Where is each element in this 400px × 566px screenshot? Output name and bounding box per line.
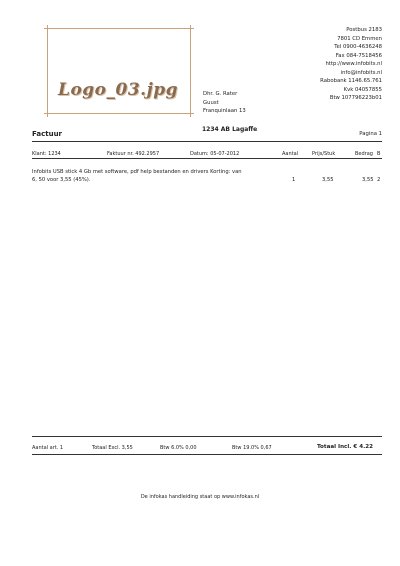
addressee	[203, 90, 246, 116]
logo-border-top	[44, 28, 194, 29]
addressee-line2: Guust	[203, 99, 219, 106]
item-amount: 3,55	[362, 177, 374, 183]
footer-note: De infokas handleiding staat op www.infokas.nl	[140, 494, 260, 500]
btw-19: Btw 19.0% 0,67	[232, 445, 272, 451]
column-header-bedrag: Bedrag	[355, 151, 373, 157]
addressee-city: 1234 AB Lagaffe	[202, 126, 258, 133]
btw-6: Btw 6.0% 0,00	[160, 445, 197, 451]
company-email: info@infobits.nl	[340, 69, 382, 76]
logo-border-left	[47, 25, 48, 117]
column-header-prijs: Prijs/Stuk	[312, 151, 336, 157]
company-website: http://www.infobits.nl	[325, 61, 382, 67]
company-line: Kvk 04057855	[343, 86, 382, 93]
item-description: Infobits USB stick 4 Gb met software, pdf help bestanden en drivers Korting: van 6, 50 voor 3,55 (45%).	[32, 169, 242, 183]
addressee-street: Franquinlaan 13	[203, 108, 246, 115]
invoice-number: Faktuur nr. 492.2957	[107, 151, 160, 157]
divider	[32, 436, 382, 437]
total-articles: Aantal art. 1	[32, 445, 64, 451]
column-header-aantal: Aantal	[282, 151, 299, 157]
logo-border-right	[190, 25, 191, 117]
item-quantity: 1	[292, 177, 296, 183]
company-line: Rabobank 1146.65.761	[320, 78, 382, 84]
divider	[32, 158, 382, 159]
company-line: Fax 084-7518456	[335, 52, 382, 59]
divider	[32, 454, 382, 455]
customer-number: Klant: 1234	[32, 151, 61, 157]
divider	[32, 141, 382, 142]
item-btw-code: 2	[377, 177, 381, 183]
company-line: Tel 0900-4636248	[334, 44, 382, 50]
item-price: 3,55	[322, 177, 334, 183]
invoice-date: Datum: 05-07-2012	[190, 151, 240, 157]
addressee-name: Dhr. G. Rater	[203, 91, 238, 97]
logo-border-bottom	[44, 113, 194, 114]
total-incl: Totaal Incl. € 4.22	[316, 444, 373, 450]
invoice-title: Factuur	[32, 130, 63, 138]
logo	[44, 25, 194, 117]
page-number: Pagina 1	[359, 131, 382, 137]
company-info	[262, 26, 382, 103]
column-header-btw: B	[377, 151, 381, 157]
total-excl: Totaal Excl. 3,55	[92, 445, 133, 451]
company-line: Btw 107796223b01	[329, 95, 382, 101]
logo-text: Logo_03.jpg	[58, 80, 179, 100]
company-line: 7801 CD Emmen	[337, 35, 382, 42]
company-line: Postbus 2183	[346, 27, 382, 33]
